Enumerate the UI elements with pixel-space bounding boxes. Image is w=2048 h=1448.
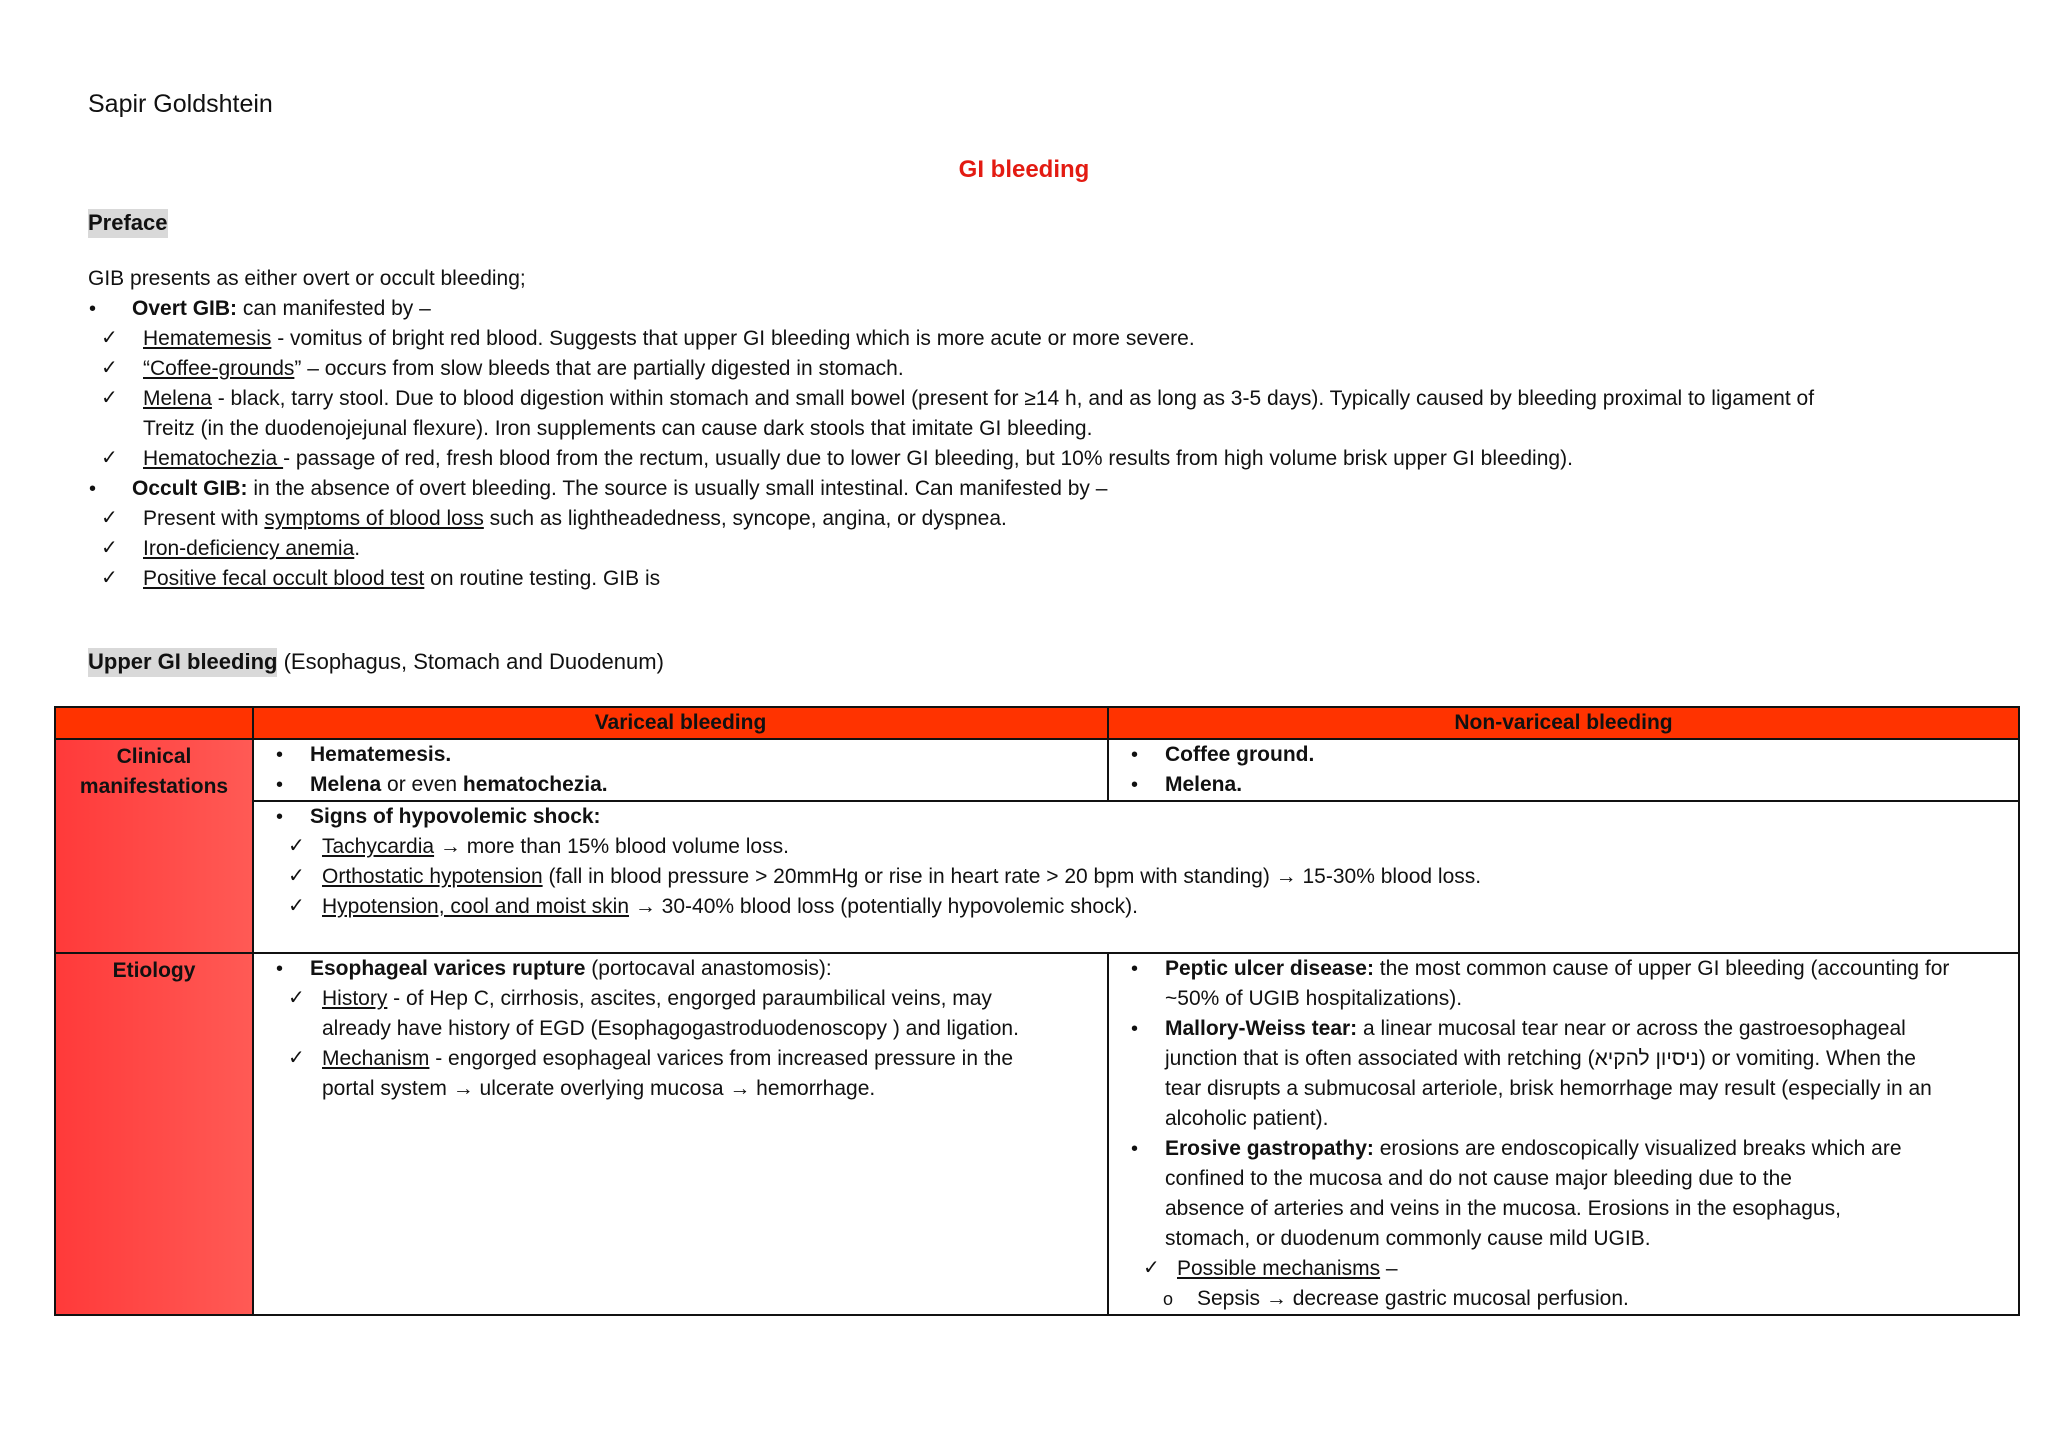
- item-text: Coffee ground.: [1165, 743, 1315, 766]
- overt-item-hematemesis: [88, 324, 1968, 354]
- description: ” – occurs from slow bleeds that are partially digested in stomach.: [294, 357, 904, 380]
- list-item: [264, 802, 2008, 832]
- bullet-icon: •: [89, 478, 97, 500]
- item-text: (portocaval anastomosis):: [585, 957, 832, 980]
- clinical-label-text: Clinical manifestations: [79, 745, 229, 798]
- overt-item-melena: [88, 384, 1968, 414]
- item-text: Melena: [310, 773, 382, 796]
- description: 30-40% blood loss (potentially hypovolemic shock).: [661, 895, 1138, 918]
- variceal-clinical-cell: [253, 739, 1108, 801]
- checkmark-icon: ✓: [101, 537, 118, 559]
- item-text: or even: [381, 773, 463, 796]
- term: Positive fecal occult blood test: [143, 567, 425, 590]
- list-item: [264, 832, 2008, 862]
- checkmark-icon: ✓: [288, 865, 305, 887]
- item-text: erosions are endoscopically visualized breaks which are: [1373, 1137, 1902, 1160]
- occult-gib-text: in the absence of overt bleeding. The source is usually small intestinal. Can manifested by –: [247, 477, 1108, 500]
- term: Hypotension, cool and moist skin: [322, 895, 629, 918]
- list-item: [1119, 740, 2008, 770]
- table-row-shock: [55, 801, 2019, 953]
- row-label-etiology: [55, 953, 253, 1315]
- item-text: Signs of hypovolemic shock:: [310, 805, 601, 828]
- bullet-icon: •: [276, 958, 284, 980]
- checkmark-icon: ✓: [101, 507, 118, 529]
- checkmark-icon: ✓: [288, 987, 305, 1009]
- checkmark-icon: ✓: [101, 387, 118, 409]
- list-item: [1119, 770, 2008, 800]
- occult-item-anemia: [88, 534, 1968, 564]
- description: on routine testing. GIB is: [424, 567, 661, 590]
- preface-content: [88, 264, 1968, 594]
- variceal-etiology-cell: [253, 953, 1108, 1315]
- upper-gi-heading-text: Upper GI bleeding: [88, 648, 277, 677]
- list-item: [264, 740, 1097, 770]
- list-item: [1119, 1254, 2008, 1284]
- overt-gib-item: [88, 294, 1968, 324]
- list-item-continued: ~50% of UGIB hospitalizations).: [1165, 987, 1463, 1010]
- checkmark-icon: ✓: [101, 357, 118, 379]
- checkmark-icon: ✓: [101, 327, 118, 349]
- list-item: [264, 1044, 1097, 1074]
- bullet-icon: •: [89, 298, 97, 320]
- term: Iron-deficiency anemia: [143, 537, 355, 560]
- nonvariceal-etiology-cell: [1108, 953, 2019, 1315]
- list-item-continued: confined to the mucosa and do not cause major bleeding due to the: [1165, 1167, 1792, 1190]
- bullet-icon: •: [276, 774, 284, 796]
- list-item-continued: absence of arteries and veins in the mucosa. Erosions in the esophagus,: [1165, 1197, 1841, 1220]
- overt-item-hematochezia: [88, 444, 1968, 474]
- bullet-icon: •: [1131, 744, 1139, 766]
- row-label-clinical: [55, 739, 253, 953]
- checkmark-icon: ✓: [288, 895, 305, 917]
- arrow: →: [434, 835, 467, 858]
- list-item: [1119, 1014, 2008, 1044]
- checkmark-icon: ✓: [101, 567, 118, 589]
- description: such as lightheadedness, syncope, angina, or dyspnea.: [483, 507, 1007, 530]
- occult-gib-item: [88, 474, 1968, 504]
- table-header-row: [55, 707, 2019, 739]
- header-empty-cell: [55, 707, 253, 739]
- description: .: [354, 537, 361, 560]
- overt-gib-label: Overt GIB:: [132, 297, 238, 320]
- term: Melena: [143, 387, 212, 410]
- bullet-icon: •: [276, 806, 284, 828]
- bullet-icon: •: [1131, 958, 1139, 980]
- checkmark-icon: ✓: [1143, 1257, 1160, 1279]
- description: - engorged esophageal varices from increased pressure in the: [429, 1047, 1014, 1070]
- etiology-label-text: Etiology: [112, 959, 196, 982]
- description: more than 15% blood volume loss.: [466, 835, 789, 858]
- list-item: [264, 954, 1097, 984]
- item-text: Sepsis → decrease gastric mucosal perfusion.: [1197, 1287, 1629, 1310]
- term: Hematemesis: [143, 327, 272, 350]
- list-item-continued: already have history of EGD (Esophagogastroduodenoscopy ) and ligation.: [322, 1017, 1019, 1040]
- item-text: Hematemesis.: [310, 743, 452, 766]
- description: - passage of red, fresh blood from the rectum, usually due to lower GI bleeding, but 10% results from high volume brisk upper GI bleeding).: [283, 447, 1573, 470]
- term: symptoms of blood loss: [264, 507, 484, 530]
- bullet-icon: •: [276, 744, 284, 766]
- item-text: a linear mucosal tear near or across the gastroesophageal: [1357, 1017, 1906, 1040]
- term: Tachycardia: [322, 835, 435, 858]
- item-text: Esophageal varices rupture: [310, 957, 586, 980]
- overt-gib-text: can manifested by –: [237, 297, 431, 320]
- shock-cell: [253, 801, 2019, 953]
- nonvariceal-clinical-cell: [1108, 739, 2019, 801]
- occult-item-symptoms: [88, 504, 1968, 534]
- item-text: hematochezia.: [462, 773, 608, 796]
- term: Orthostatic hypotension: [322, 865, 543, 888]
- list-item: [264, 770, 1097, 800]
- checkmark-icon: ✓: [288, 835, 305, 857]
- bullet-icon: •: [1131, 1138, 1139, 1160]
- preface-heading: [88, 210, 168, 236]
- header-variceal: Variceal bleeding: [253, 707, 1108, 739]
- circle-bullet-icon: o: [1163, 1289, 1174, 1309]
- list-item-continued: alcoholic patient).: [1165, 1107, 1329, 1130]
- bullet-icon: •: [1131, 1018, 1139, 1040]
- list-item-continued: tear disrupts a submucosal arteriole, brisk hemorrhage may result (especially in an: [1165, 1077, 1932, 1100]
- description: - black, tarry stool. Due to blood digestion within stomach and small bowel (present for ≥14 h, and as long as 3‑5 days). Typically caused by bleeding proximal to ligament of: [211, 387, 1815, 410]
- preface-intro: GIB presents as either overt or occult bleeding;: [88, 267, 526, 290]
- description: - vomitus of bright red blood. Suggests that upper GI bleeding which is more acute or more severe.: [271, 327, 1195, 350]
- list-item: [264, 984, 1097, 1014]
- term: Possible mechanisms: [1177, 1257, 1381, 1280]
- description: (fall in blood pressure > 20mmHg or rise in heart rate > 20 bpm with standing) → 15-30% blood loss.: [542, 865, 1482, 888]
- table-row-etiology: [55, 953, 2019, 1315]
- occult-gib-label: Occult GIB:: [132, 477, 248, 500]
- term: Mechanism: [322, 1047, 430, 1070]
- checkmark-icon: ✓: [288, 1047, 305, 1069]
- upper-gi-heading: [88, 649, 664, 675]
- list-item-continued: junction that is often associated with retching (ניסיון להקיא) or vomiting. When the: [1165, 1047, 1916, 1070]
- term: Hematochezia: [143, 447, 284, 470]
- bullet-icon: •: [1131, 774, 1139, 796]
- header-non-variceal: Non-variceal bleeding: [1108, 707, 2019, 739]
- item-text: Erosive gastropathy:: [1165, 1137, 1374, 1160]
- description: - of Hep C, cirrhosis, ascites, engorged paraumbilical veins, may: [387, 987, 992, 1010]
- list-item: [1119, 1284, 2008, 1314]
- item-text: the most common cause of upper GI bleeding (accounting for: [1373, 957, 1950, 980]
- prefix: Present with: [143, 507, 265, 530]
- list-item-continued: portal system → ulcerate overlying mucosa → hemorrhage.: [322, 1077, 876, 1100]
- description: –: [1380, 1257, 1398, 1280]
- term: History: [322, 987, 388, 1010]
- preface-heading-text: Preface: [88, 209, 168, 238]
- upper-gi-subheading: (Esophagus, Stomach and Duodenum): [277, 649, 664, 674]
- arrow: →: [629, 895, 662, 918]
- document-title: GI bleeding: [958, 156, 1090, 183]
- item-text: Melena.: [1165, 773, 1243, 796]
- list-item-continued: stomach, or duodenum commonly cause mild UGIB.: [1165, 1227, 1651, 1250]
- list-item: [1119, 954, 2008, 984]
- list-item: [264, 862, 2008, 892]
- upper-gi-table: [54, 706, 2020, 1316]
- occult-item-fobt: [88, 564, 1968, 594]
- overt-item-melena-continued: Treitz (in the duodenojejunal flexure). Iron supplements can cause dark stools that imitate GI bleeding.: [143, 417, 1093, 440]
- author-name: Sapir Goldshtein: [88, 90, 273, 118]
- list-item: [1119, 1134, 2008, 1164]
- term: “Coffee-grounds: [143, 357, 295, 380]
- checkmark-icon: ✓: [101, 447, 118, 469]
- list-item: [264, 892, 2008, 922]
- item-text: Mallory-Weiss tear:: [1165, 1017, 1358, 1040]
- overt-item-coffee-grounds: [88, 354, 1968, 384]
- table-row-clinical: [55, 739, 2019, 801]
- item-text: Peptic ulcer disease:: [1165, 957, 1374, 980]
